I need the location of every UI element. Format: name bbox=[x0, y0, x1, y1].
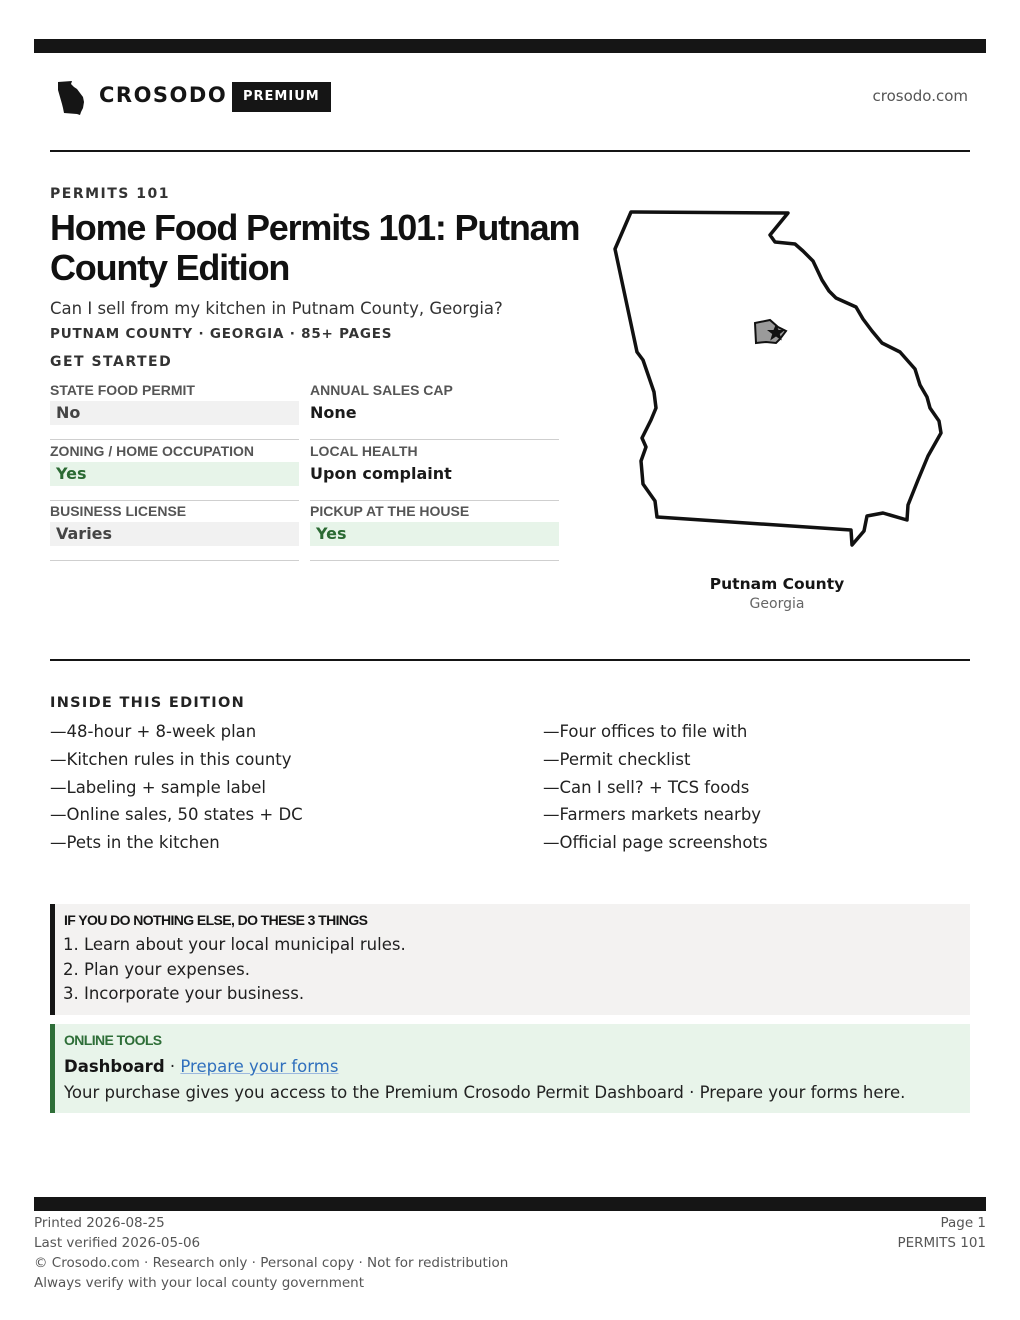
stat-value: Varies bbox=[50, 522, 299, 546]
georgia-state-icon bbox=[53, 80, 87, 116]
stat-local-health bbox=[310, 443, 559, 501]
page-number: Page 1 bbox=[940, 1215, 986, 1231]
contents-item: —Can I sell? + TCS foods bbox=[543, 777, 750, 797]
must-do-list bbox=[63, 935, 406, 1009]
page-subtitle: Can I sell from my kitchen in Putnam County, Georgia? bbox=[50, 299, 503, 318]
section-eyebrow: PERMITS 101 bbox=[50, 186, 170, 202]
contents-item: —Permit checklist bbox=[543, 749, 691, 769]
footer-rule-bar bbox=[34, 1197, 986, 1211]
section-divider bbox=[50, 659, 970, 661]
stat-label: ZONING / HOME OCCUPATION bbox=[50, 443, 255, 459]
must-do-callout bbox=[50, 904, 970, 1015]
premium-badge: PREMIUM bbox=[232, 82, 331, 112]
online-tools-title: ONLINE TOOLS bbox=[64, 1032, 162, 1048]
contents-list-right bbox=[543, 722, 768, 861]
contents-item: —Official page screenshots bbox=[543, 833, 768, 853]
must-do-item: 1. Learn about your local municipal rules. bbox=[63, 935, 406, 954]
georgia-outline-path bbox=[615, 212, 941, 545]
map-county-name: Putnam County bbox=[709, 575, 845, 593]
stat-value: Yes bbox=[310, 522, 559, 546]
contents-item: —48-hour + 8-week plan bbox=[50, 722, 257, 741]
prepare-forms-link[interactable]: Prepare your forms bbox=[180, 1057, 339, 1076]
contents-list-left bbox=[50, 722, 303, 861]
online-tools-callout bbox=[50, 1024, 970, 1113]
stat-value: Upon complaint bbox=[310, 464, 452, 483]
online-tools-links bbox=[64, 1057, 338, 1076]
footer-right bbox=[897, 1213, 986, 1253]
stat-value: Yes bbox=[50, 462, 299, 486]
stat-value: None bbox=[310, 403, 357, 422]
stat-zoning-home-occupation bbox=[50, 443, 299, 501]
header-divider bbox=[50, 150, 970, 152]
contents-item: —Labeling + sample label bbox=[50, 777, 266, 797]
stat-label: PICKUP AT THE HOUSE bbox=[310, 503, 470, 519]
edition-meta: PUTNAM COUNTY · GEORGIA · 85+ PAGES bbox=[50, 326, 393, 342]
map-state-name: Georgia bbox=[749, 596, 805, 612]
footer-section-name: PERMITS 101 bbox=[897, 1235, 986, 1251]
printed-date: Printed 2026-08-25 bbox=[34, 1215, 165, 1231]
stat-label: STATE FOOD PERMIT bbox=[50, 382, 195, 398]
stat-business-license bbox=[50, 503, 299, 561]
contents-item: —Online sales, 50 states + DC bbox=[50, 805, 303, 825]
verify-disclaimer: Always verify with your local county government bbox=[34, 1275, 364, 1291]
online-tools-description: Your purchase gives you access to the Premium Crosodo Permit Dashboard · Prepare your forms here. bbox=[64, 1083, 906, 1102]
page-title: Home Food Permits 101: Putnam County Edition bbox=[50, 207, 580, 288]
inside-edition-heading: INSIDE THIS EDITION bbox=[50, 695, 246, 711]
get-started-heading: GET STARTED bbox=[50, 354, 173, 370]
stat-annual-sales-cap bbox=[310, 382, 559, 440]
must-do-item: 3. Incorporate your business. bbox=[63, 984, 305, 1003]
must-do-title: IF YOU DO NOTHING ELSE, DO THESE 3 THINGS bbox=[64, 912, 368, 928]
footer-left bbox=[34, 1213, 508, 1293]
stat-label: ANNUAL SALES CAP bbox=[310, 382, 453, 398]
contents-item: —Farmers markets nearby bbox=[543, 805, 762, 825]
site-url[interactable]: crosodo.com bbox=[872, 87, 968, 105]
brand-name: CROSODO bbox=[99, 83, 228, 107]
stat-label: BUSINESS LICENSE bbox=[50, 503, 187, 519]
must-do-item: 2. Plan your expenses. bbox=[63, 959, 250, 979]
separator: · bbox=[164, 1057, 181, 1076]
contents-item: —Four offices to file with bbox=[543, 722, 748, 741]
page-header bbox=[50, 78, 970, 118]
stat-state-food-permit bbox=[50, 382, 299, 440]
contents-item: —Kitchen rules in this county bbox=[50, 749, 292, 769]
stat-value: No bbox=[50, 401, 299, 425]
top-rule-bar bbox=[34, 39, 986, 53]
dashboard-label: Dashboard bbox=[64, 1057, 165, 1076]
georgia-state-outline-map bbox=[600, 200, 950, 560]
stat-label: LOCAL HEALTH bbox=[310, 443, 418, 459]
copyright-notice: © Crosodo.com · Research only · Personal copy · Not for redistribution bbox=[34, 1255, 509, 1271]
contents-item: —Pets in the kitchen bbox=[50, 833, 220, 853]
verified-date: Last verified 2026-05-06 bbox=[34, 1235, 201, 1251]
stat-pickup-at-house bbox=[310, 503, 559, 561]
